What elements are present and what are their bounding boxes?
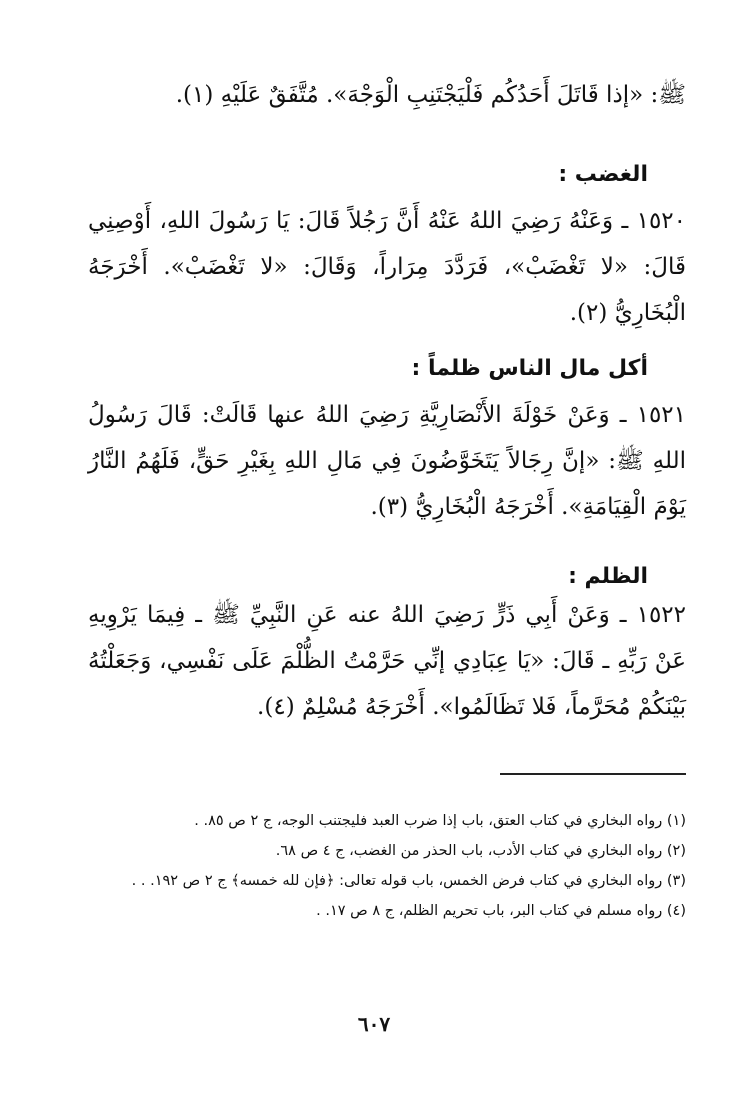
footnote-2: (٢) رواه البخاري في كتاب الأدب، باب الحذر من الغضب، ج ٤ ص ٦٨. [275,843,686,859]
hadith-text: ـ وَعَنْ أَبِي ذَرٍّ رَضِيَ اللهُ عنه عَنِ النَّبِيِّ ﷺ ـ فِيمَا يَرْوِيهِ عَنْ رَبِّهِ ـ قَالَ: «يَا عِبَادِي إنِّي حَرَّمْتُ الظُّلْمَ عَلَى نَفْسِي، وَجَعَلْتُهُ بَيْنَكُمْ مُحَرَّماً، فَلا تَظَالَمُوا». أَخْرَجَهُ مُسْلِمٌ (٤). [88,602,686,720]
hadith-number: ١٥٢٢ [636,602,687,628]
hadith-number: ١٥٢٠ [636,208,687,234]
hadith-number: ١٥٢١ [636,402,687,428]
footnote-divider [500,773,686,775]
section-heading-wealth: أكل مال الناس ظلماً : [411,356,648,381]
section-heading-injustice: الظلم : [568,564,648,589]
hadith-text: ـ وَعَنْهُ رَضِيَ اللهُ عَنْهُ أَنَّ رَجُلاً قَالَ: يَا رَسُولَ اللهِ، أَوْصِنِي قَالَ: «لا تَغْضَبْ»، فَرَدَّدَ مِرَاراً، وَقَالَ: «لا تَغْضَبْ». أَخْرَجَهُ الْبُخَارِيُّ (٢). [88,208,686,326]
footnote-4: (٤) رواه مسلم في كتاب البر، باب تحريم الظلم، ج ٨ ص ١٧. . [316,903,686,919]
footnote-3: (٣) رواه البخاري في كتاب فرض الخمس، باب قوله تعالى: ﴿فإن لله خمسه﴾ ج ٢ ص ١٩٢. . . [131,873,686,889]
page-number: ٦٠٧ [357,1012,391,1036]
section-heading-anger: الغضب : [558,162,648,187]
footnotes [70,808,686,928]
hadith-1521 [88,392,686,530]
hadith-1522 [88,592,686,730]
hadith-1520 [88,198,686,336]
footnote-1: (١) رواه البخاري في كتاب العتق، باب إذا ضرب العبد فليجتنب الوجه، ج ٢ ص ٨٥. . [194,813,686,829]
intro-text: ﷺ: «إذا قَاتَلَ أَحَدُكُم فَلْيَجْتَنِبِ الْوَجْهَ». مُتَّفَقٌ عَلَيْهِ (١). [175,82,686,108]
hadith-text: ـ وَعَنْ خَوْلَةَ الأَنْصَارِيَّةِ رَضِيَ اللهُ عنها قَالَتْ: قَالَ رَسُولُ اللهِ ﷺ: «إنَّ رِجَالاً يَتَخَوَّضُونَ فِي مَالِ اللهِ بِغَيْرِ حَقٍّ، فَلَهُمُ النَّارُ يَوْمَ الْقِيَامَةِ». أَخْرَجَهُ الْبُخَارِيُّ (٣). [88,402,686,520]
intro-paragraph [88,72,686,118]
